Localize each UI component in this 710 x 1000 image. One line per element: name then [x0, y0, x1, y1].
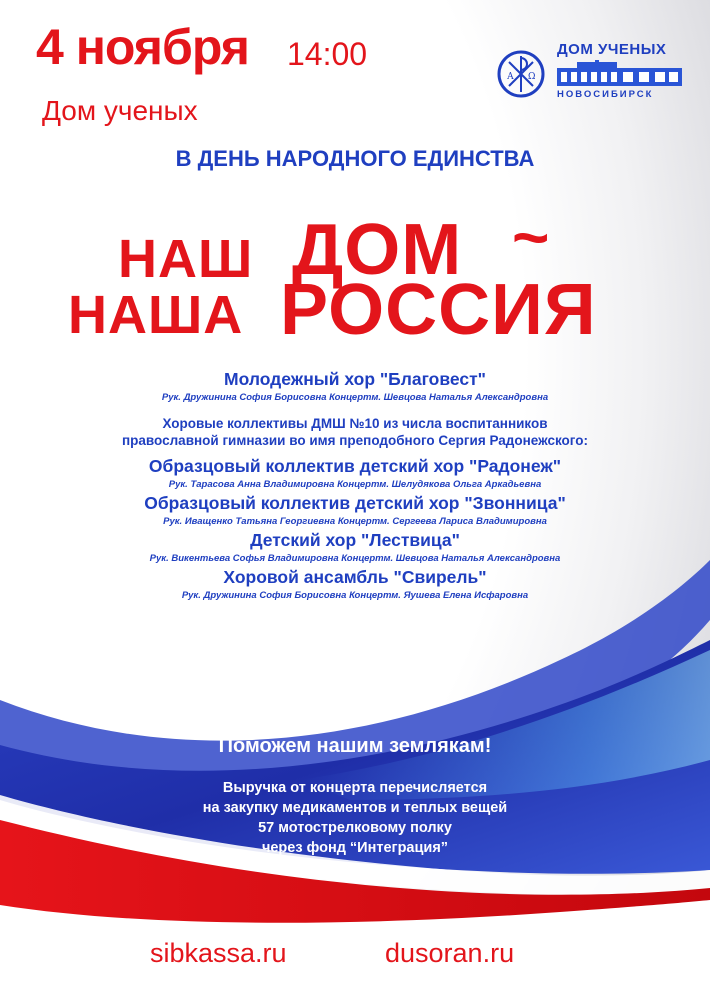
ensemble-directors: Рук. Иващенко Татьяна Георгиевна Концертм. Сергеева Лариса Владимировна — [163, 516, 547, 527]
ensemble-name: Образцовый коллектив детский хор "Звонница" — [144, 493, 566, 513]
site-link[interactable]: dusoran.ru — [385, 938, 515, 968]
charity-line: 57 мотострелковому полку — [258, 820, 452, 836]
ensemble-directors: Рук. Викентьева Софья Владимировна Концертм. Шевцова Наталья Александровна — [149, 553, 561, 564]
headline-line2-big: РОССИЯ — [280, 270, 597, 350]
headline-tilde: ~ — [512, 201, 551, 273]
ensemble-name: Молодежный хор "Благовест" — [224, 369, 486, 389]
ensemble-directors: Рук. Тарасова Анна Владимировна Концертм. Шелудякова Ольга Аркадьевна — [168, 479, 542, 490]
program-intro — [0, 415, 710, 449]
headline-line2-small: НАША — [68, 285, 244, 345]
chi-rho-emblem-icon — [497, 50, 545, 98]
intro-line: православной гимназии во имя преподобного Сергия Радонежского: — [122, 433, 588, 448]
charity-line: Выручка от концерта перечисляется — [222, 780, 488, 796]
logo-title: ДОМ УЧЕНЫХ — [557, 41, 667, 58]
ensemble-name: Хоровой ансамбль "Свирель" — [223, 567, 487, 587]
svg-text:Ω: Ω — [528, 72, 536, 82]
headline-line1-small: НАШ — [118, 229, 254, 289]
ensemble-directors: Рук. Дружинина София Борисовна Концертм. Яушева Елена Исфаровна — [181, 590, 529, 601]
ensemble-name: Детский хор "Лествица" — [250, 530, 460, 550]
ensemble-name: Образцовый коллектив детский хор "Радонеж" — [148, 456, 562, 476]
ensemble-directors: Рук. Дружинина София Борисовна Концертм. Шевцова Наталья Александровна — [161, 392, 549, 403]
charity-line: на закупку медикаментов и теплых вещей — [202, 800, 508, 816]
logo-city: НОВОСИБИРСК — [557, 89, 654, 100]
charity-appeal: Поможем нашим землякам! — [218, 735, 492, 757]
event-date: 4 ноября — [36, 19, 249, 75]
charity-text — [0, 778, 710, 858]
building-icon — [557, 60, 682, 86]
event-time: 14:00 — [287, 36, 368, 72]
occasion-subtitle: В ДЕНЬ НАРОДНОГО ЕДИНСТВА — [175, 146, 535, 171]
svg-text:А: А — [507, 72, 514, 82]
event-venue: Дом ученых — [42, 95, 198, 126]
charity-line: через фонд “Интеграция” — [261, 840, 449, 856]
intro-line: Хоровые коллективы ДМШ №10 из числа воспитанников — [162, 416, 548, 431]
tickets-link[interactable]: sibkassa.ru — [150, 938, 287, 968]
headline-line1-big: ДОМ — [292, 210, 463, 290]
program — [0, 368, 710, 603]
